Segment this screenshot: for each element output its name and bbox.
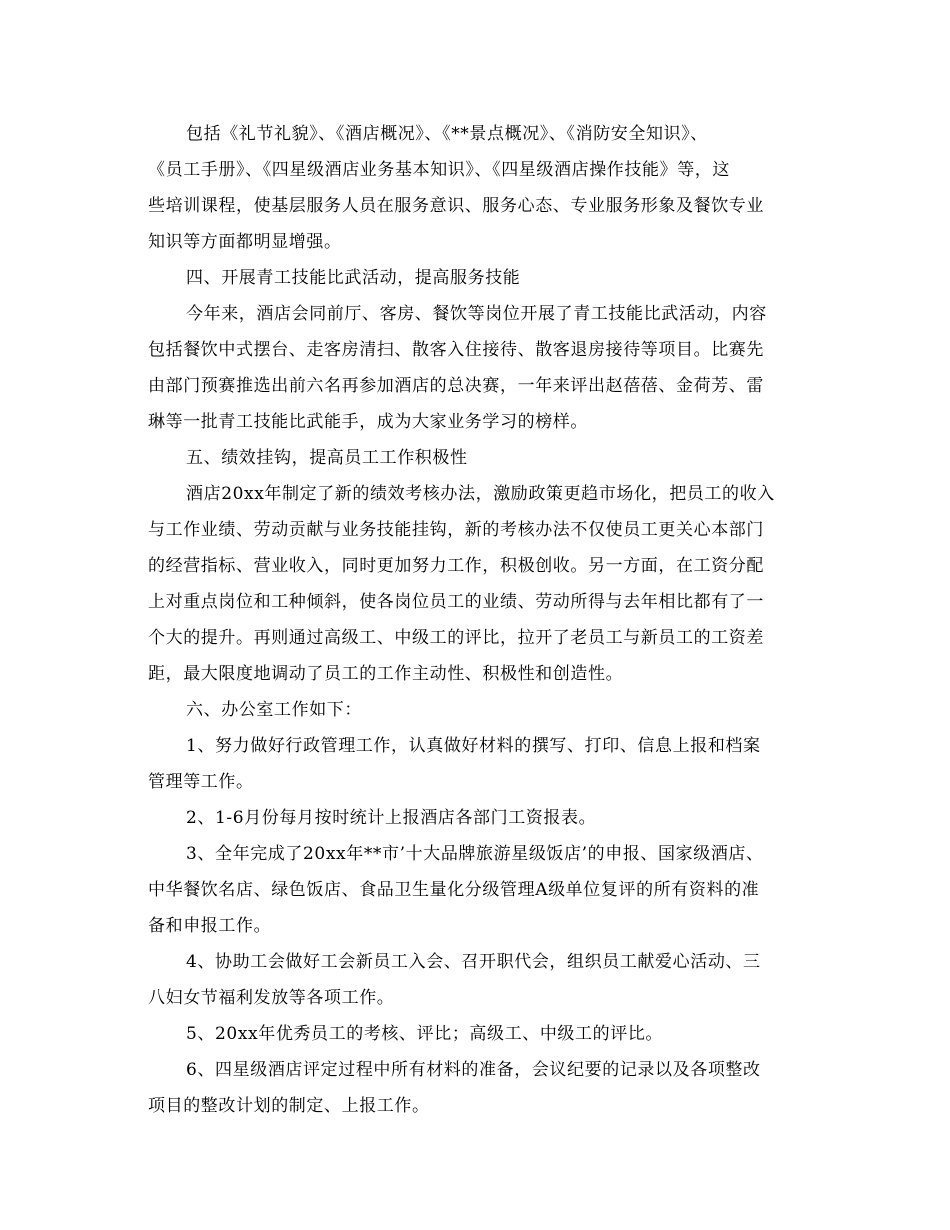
- paragraph-line: 个大的提升。再则通过高级工、中级工的评比，拉开了老员工与新员工的工资差: [148, 628, 764, 648]
- section-heading: 六、办公室工作如下：: [186, 700, 362, 720]
- paragraph-line: 中华餐饮名店、绿色饭店、食品卫生量化分级管理A级单位复评的所有资料的准: [148, 880, 760, 900]
- list-item: 6、四星级酒店评定过程中所有材料的准备，会议纪要的记录以及各项整改: [186, 1060, 761, 1080]
- list-item: 5、20xx年优秀员工的考核、评比；高级工、中级工的评比。: [186, 1024, 664, 1044]
- paragraph-line: 知识等方面都明显增强。: [148, 232, 342, 252]
- paragraph-line: 些培训课程，使基层服务人员在服务意识、服务心态、专业服务形象及餐饮专业: [148, 196, 764, 216]
- paragraph-line: 的经营指标、营业收入，同时更加努力工作，积极创收。另一方面，在工资分配: [148, 556, 764, 576]
- paragraph-line: 项目的整改计划的制定、上报工作。: [148, 1096, 430, 1116]
- section-heading: 四、开展青工技能比武活动，提高服务技能: [186, 268, 521, 288]
- paragraph-line: 包括《礼节礼貌》、《酒店概况》、《**景点概况》、《消防安全知识》、: [186, 124, 708, 144]
- paragraph-line: 琳等一批青工技能比武能手，成为大家业务学习的榜样。: [148, 412, 588, 432]
- paragraph-line: 包括餐饮中式摆台、走客房清扫、散客入住接待、散客退房接待等项目。比赛先: [148, 340, 764, 360]
- paragraph-line: 今年来，酒店会同前厅、客房、餐饮等岗位开展了青工技能比武活动，内容: [186, 304, 767, 324]
- paragraph-line: 八妇女节福利发放等各项工作。: [148, 988, 395, 1008]
- paragraph-line: 《员工手册》、《四星级酒店业务基本知识》、《四星级酒店操作技能》等，这: [148, 160, 730, 180]
- paragraph-line: 与工作业绩、劳动贡献与业务技能挂钩，新的考核办法不仅使员工更关心本部门: [148, 520, 764, 540]
- paragraph-line: 备和申报工作。: [148, 916, 272, 936]
- paragraph-line: 上对重点岗位和工种倾斜，使各岗位员工的业绩、劳动所得与去年相比都有了一: [148, 592, 764, 612]
- paragraph-line: 管理等工作。: [148, 772, 254, 792]
- section-heading: 五、绩效挂钩，提高员工工作积极性: [186, 448, 468, 468]
- list-item: 4、协助工会做好工会新员工入会、召开职代会，组织员工献爱心活动、三: [186, 952, 761, 972]
- paragraph-line: 由部门预赛推选出前六名再参加酒店的总决赛，一年来评出赵蓓蓓、金荷芳、雷: [148, 376, 764, 396]
- paragraph-line: 距，最大限度地调动了员工的工作主动性、积极性和创造性。: [148, 664, 624, 684]
- list-item: 3、全年完成了20xx年**市’十大品牌旅游星级饭店’的申报、国家级酒店、: [186, 844, 764, 864]
- paragraph-line: 酒店20xx年制定了新的绩效考核办法，激励政策更趋市场化，把员工的收入: [186, 484, 775, 504]
- list-item: 2、1-6月份每月按时统计上报酒店各部门工资报表。: [186, 808, 597, 828]
- list-item: 1、努力做好行政管理工作，认真做好材料的撰写、打印、信息上报和档案: [186, 736, 761, 756]
